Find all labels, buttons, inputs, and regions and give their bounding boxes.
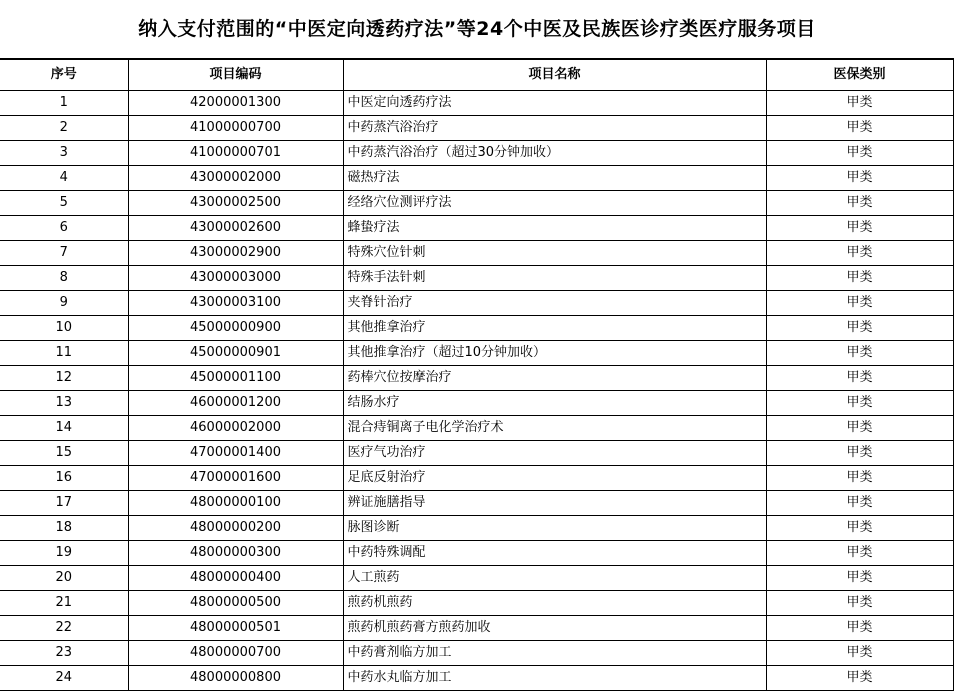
cell-item-name: 中药膏剂临方加工 <box>343 641 766 666</box>
table-row <box>0 666 953 691</box>
cell-item-code: 41000000701 <box>128 141 343 166</box>
cell-serial-number: 18 <box>0 516 128 541</box>
table-row <box>0 591 953 616</box>
cell-insurance-category: 甲类 <box>766 566 953 591</box>
cell-serial-number: 22 <box>0 616 128 641</box>
cell-item-code: 41000000700 <box>128 116 343 141</box>
cell-item-name: 医疗气功治疗 <box>343 441 766 466</box>
cell-insurance-category: 甲类 <box>766 291 953 316</box>
cell-item-code: 43000002600 <box>128 216 343 241</box>
cell-serial-number: 9 <box>0 291 128 316</box>
cell-item-code: 45000001100 <box>128 366 343 391</box>
cell-serial-number: 2 <box>0 116 128 141</box>
table-header-row <box>0 60 953 91</box>
cell-serial-number: 16 <box>0 466 128 491</box>
table-row <box>0 91 953 116</box>
cell-serial-number: 21 <box>0 591 128 616</box>
cell-serial-number: 8 <box>0 266 128 291</box>
cell-insurance-category: 甲类 <box>766 241 953 266</box>
cell-item-name: 中医定向透药疗法 <box>343 91 766 116</box>
cell-item-name: 磁热疗法 <box>343 166 766 191</box>
cell-item-name: 辨证施膳指导 <box>343 491 766 516</box>
services-table <box>0 59 954 691</box>
table-row <box>0 316 953 341</box>
cell-serial-number: 19 <box>0 541 128 566</box>
cell-serial-number: 1 <box>0 91 128 116</box>
cell-item-code: 47000001600 <box>128 466 343 491</box>
cell-serial-number: 20 <box>0 566 128 591</box>
table-row <box>0 391 953 416</box>
table-row <box>0 366 953 391</box>
table-row <box>0 416 953 441</box>
cell-serial-number: 4 <box>0 166 128 191</box>
table-body <box>0 91 953 691</box>
cell-serial-number: 6 <box>0 216 128 241</box>
table-row <box>0 191 953 216</box>
cell-item-code: 43000002500 <box>128 191 343 216</box>
cell-item-code: 43000003000 <box>128 266 343 291</box>
cell-item-name: 经络穴位测评疗法 <box>343 191 766 216</box>
cell-serial-number: 3 <box>0 141 128 166</box>
cell-item-name: 夹脊针治疗 <box>343 291 766 316</box>
document-title: 纳入支付范围的“中医定向透药疗法”等24个中医及民族医诊疗类医疗服务项目 <box>0 0 954 59</box>
cell-item-code: 47000001400 <box>128 441 343 466</box>
table-row <box>0 341 953 366</box>
table-row <box>0 491 953 516</box>
cell-insurance-category: 甲类 <box>766 391 953 416</box>
cell-insurance-category: 甲类 <box>766 166 953 191</box>
cell-serial-number: 13 <box>0 391 128 416</box>
table-row <box>0 466 953 491</box>
table-row <box>0 141 953 166</box>
cell-item-code: 48000000300 <box>128 541 343 566</box>
cell-item-name: 蜂蛰疗法 <box>343 216 766 241</box>
cell-item-name: 其他推拿治疗 <box>343 316 766 341</box>
table-row <box>0 241 953 266</box>
cell-insurance-category: 甲类 <box>766 341 953 366</box>
cell-item-name: 特殊穴位针刺 <box>343 241 766 266</box>
cell-item-code: 46000001200 <box>128 391 343 416</box>
cell-item-code: 48000000800 <box>128 666 343 691</box>
cell-serial-number: 15 <box>0 441 128 466</box>
table-row <box>0 616 953 641</box>
cell-serial-number: 11 <box>0 341 128 366</box>
cell-item-name: 中药水丸临方加工 <box>343 666 766 691</box>
cell-insurance-category: 甲类 <box>766 216 953 241</box>
cell-insurance-category: 甲类 <box>766 666 953 691</box>
table-row <box>0 166 953 191</box>
table-row <box>0 266 953 291</box>
cell-insurance-category: 甲类 <box>766 416 953 441</box>
header-item-code: 项目编码 <box>128 60 343 91</box>
cell-item-name: 结肠水疗 <box>343 391 766 416</box>
cell-serial-number: 24 <box>0 666 128 691</box>
table-row <box>0 291 953 316</box>
cell-insurance-category: 甲类 <box>766 116 953 141</box>
cell-insurance-category: 甲类 <box>766 91 953 116</box>
cell-item-code: 48000000200 <box>128 516 343 541</box>
cell-item-name: 人工煎药 <box>343 566 766 591</box>
cell-item-name: 脉图诊断 <box>343 516 766 541</box>
cell-item-name: 混合痔铜离子电化学治疗术 <box>343 416 766 441</box>
table-row <box>0 441 953 466</box>
table-row <box>0 641 953 666</box>
header-insurance-category: 医保类别 <box>766 60 953 91</box>
table-row <box>0 116 953 141</box>
table-row <box>0 566 953 591</box>
cell-insurance-category: 甲类 <box>766 466 953 491</box>
cell-item-code: 46000002000 <box>128 416 343 441</box>
cell-item-code: 48000000100 <box>128 491 343 516</box>
cell-item-name: 煎药机煎药 <box>343 591 766 616</box>
cell-serial-number: 14 <box>0 416 128 441</box>
header-serial-number: 序号 <box>0 60 128 91</box>
table-row <box>0 541 953 566</box>
cell-item-name: 中药蒸汽浴治疗 <box>343 116 766 141</box>
cell-insurance-category: 甲类 <box>766 266 953 291</box>
cell-item-code: 48000000501 <box>128 616 343 641</box>
cell-item-name: 其他推拿治疗（超过10分钟加收） <box>343 341 766 366</box>
cell-serial-number: 12 <box>0 366 128 391</box>
cell-serial-number: 23 <box>0 641 128 666</box>
cell-insurance-category: 甲类 <box>766 541 953 566</box>
cell-insurance-category: 甲类 <box>766 616 953 641</box>
cell-insurance-category: 甲类 <box>766 641 953 666</box>
cell-item-code: 43000002000 <box>128 166 343 191</box>
cell-insurance-category: 甲类 <box>766 441 953 466</box>
cell-item-code: 42000001300 <box>128 91 343 116</box>
cell-item-code: 45000000900 <box>128 316 343 341</box>
cell-item-name: 煎药机煎药膏方煎药加收 <box>343 616 766 641</box>
cell-item-name: 足底反射治疗 <box>343 466 766 491</box>
cell-insurance-category: 甲类 <box>766 491 953 516</box>
cell-item-name: 中药蒸汽浴治疗（超过30分钟加收） <box>343 141 766 166</box>
cell-insurance-category: 甲类 <box>766 366 953 391</box>
cell-insurance-category: 甲类 <box>766 191 953 216</box>
cell-item-name: 特殊手法针刺 <box>343 266 766 291</box>
cell-insurance-category: 甲类 <box>766 591 953 616</box>
header-item-name: 项目名称 <box>343 60 766 91</box>
cell-item-name: 药棒穴位按摩治疗 <box>343 366 766 391</box>
cell-item-code: 48000000700 <box>128 641 343 666</box>
table-row <box>0 516 953 541</box>
cell-serial-number: 5 <box>0 191 128 216</box>
cell-item-code: 43000003100 <box>128 291 343 316</box>
cell-item-code: 45000000901 <box>128 341 343 366</box>
cell-insurance-category: 甲类 <box>766 141 953 166</box>
cell-insurance-category: 甲类 <box>766 316 953 341</box>
table-row <box>0 216 953 241</box>
cell-item-code: 48000000400 <box>128 566 343 591</box>
cell-serial-number: 7 <box>0 241 128 266</box>
cell-insurance-category: 甲类 <box>766 516 953 541</box>
cell-serial-number: 10 <box>0 316 128 341</box>
cell-serial-number: 17 <box>0 491 128 516</box>
cell-item-code: 43000002900 <box>128 241 343 266</box>
cell-item-code: 48000000500 <box>128 591 343 616</box>
cell-item-name: 中药特殊调配 <box>343 541 766 566</box>
